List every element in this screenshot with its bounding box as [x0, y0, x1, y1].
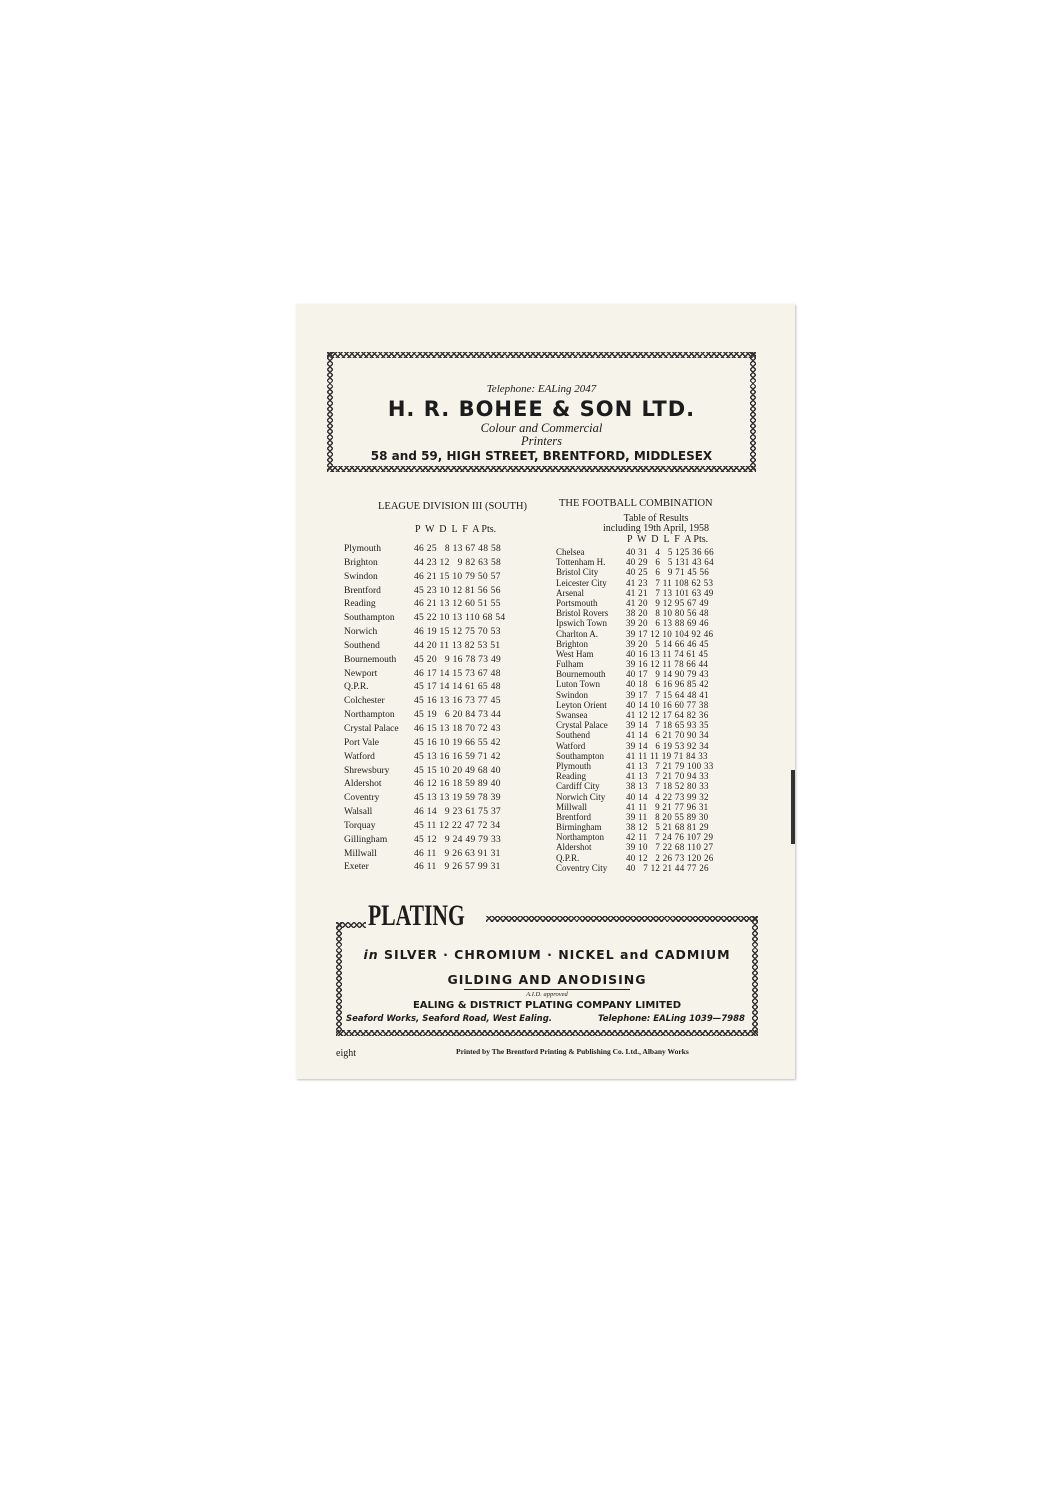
team-stats: 45 17 14 14 61 65 48 [414, 682, 501, 693]
team-stats: 42 11 7 24 76 107 29 [626, 832, 714, 843]
team-name: Coventry City [556, 862, 608, 873]
team-name: Arsenal [556, 587, 584, 598]
team-stats: 39 20 6 13 88 69 46 [626, 618, 709, 629]
plating-in-word: in [363, 947, 379, 962]
team-name: Newport [344, 668, 378, 679]
table-row [556, 863, 756, 873]
plating-advert [336, 899, 758, 1036]
table-row [556, 710, 756, 720]
team-stats: 41 23 7 11 108 62 53 [626, 577, 714, 588]
table-row [556, 751, 756, 761]
ornamental-border-bottom [327, 466, 756, 472]
table-row [344, 627, 534, 641]
team-stats: 46 21 13 12 60 51 55 [414, 599, 501, 610]
team-name: Port Vale [344, 737, 379, 748]
table-row [344, 752, 534, 766]
table-row [344, 821, 534, 835]
team-name: Bristol City [556, 567, 599, 578]
team-name: Exeter [344, 862, 369, 873]
table-row [344, 738, 534, 752]
team-stats: 39 17 7 15 64 48 41 [626, 689, 709, 700]
table-row [344, 849, 534, 863]
team-stats: 45 22 10 13 110 68 54 [414, 613, 506, 624]
team-stats: 40 29 6 5 131 43 64 [626, 557, 714, 568]
team-stats: 41 21 7 13 101 63 49 [626, 587, 714, 598]
table-row [556, 598, 756, 608]
team-name: Birmingham [556, 822, 602, 833]
table-row [344, 613, 534, 627]
table-row [344, 779, 534, 793]
team-stats: 40 16 13 11 74 61 45 [626, 648, 709, 659]
team-stats: 45 11 12 22 47 72 34 [414, 820, 501, 831]
team-name: Swindon [556, 689, 589, 700]
team-stats: 45 20 9 16 78 73 49 [414, 654, 502, 665]
team-name: Millwall [556, 801, 587, 812]
team-stats: 39 16 12 11 78 66 44 [626, 659, 709, 670]
table-row [556, 802, 756, 812]
table-row [556, 761, 756, 771]
team-name: Q.P.R. [556, 852, 580, 863]
team-stats: 41 11 11 19 71 84 33 [626, 750, 708, 761]
league-table-headers: P W D L F A Pts. [415, 524, 497, 535]
team-name: Southampton [344, 613, 395, 624]
team-name: Reading [556, 771, 586, 782]
team-stats: 40 12 2 26 73 120 26 [626, 852, 714, 863]
table-row [556, 629, 756, 639]
table-row [556, 618, 756, 628]
gilding-underline [464, 989, 630, 990]
combination-table-title: THE FOOTBALL COMBINATION [559, 498, 713, 509]
printer-credit: Printed by The Brentford Printing & Publishing Co. Ltd., Albany Works [456, 1047, 689, 1056]
table-row [556, 730, 756, 740]
table-row [344, 544, 534, 558]
table-row [344, 655, 534, 669]
combination-table [556, 547, 756, 873]
team-stats: 38 13 7 18 52 80 33 [626, 781, 709, 792]
team-stats: 41 13 7 21 70 94 33 [626, 771, 709, 782]
team-stats: 39 14 7 18 65 93 35 [626, 720, 709, 731]
team-stats: 40 14 10 16 60 77 38 [626, 699, 709, 710]
team-name: Crystal Palace [556, 720, 608, 731]
team-name: Watford [556, 740, 586, 751]
team-name: Plymouth [556, 760, 592, 771]
table-row [556, 842, 756, 852]
team-name: Brighton [344, 557, 378, 568]
team-name: Charlton A. [556, 628, 598, 639]
team-stats: 45 19 6 20 84 73 44 [414, 710, 502, 721]
team-name: Chelsea [556, 547, 585, 557]
team-stats: 46 12 16 18 59 89 40 [414, 779, 501, 790]
table-row [344, 572, 534, 586]
table-row [556, 608, 756, 618]
table-row [556, 741, 756, 751]
team-name: West Ham [556, 648, 594, 659]
team-stats: 46 21 15 10 79 50 57 [414, 571, 501, 582]
table-row [556, 649, 756, 659]
table-row [344, 710, 534, 724]
team-stats: 40 7 12 21 44 77 26 [626, 862, 709, 873]
table-row [556, 567, 756, 577]
table-row [556, 720, 756, 730]
team-name: Brighton [556, 638, 589, 649]
team-stats: 41 12 12 17 64 82 36 [626, 710, 709, 720]
table-row [344, 669, 534, 683]
table-row [556, 822, 756, 832]
plating-metals: SILVER · CHROMIUM · NICKEL and CADMIUM [383, 947, 731, 962]
team-stats: 46 25 8 13 67 48 58 [414, 544, 502, 554]
team-stats: 45 23 10 12 81 56 56 [414, 585, 501, 596]
team-name: Bournemouth [344, 654, 397, 665]
team-name: Coventry [344, 793, 380, 804]
team-stats: 41 11 9 21 77 96 31 [626, 801, 709, 812]
team-name: Q.P.R. [344, 682, 369, 693]
league-table [344, 544, 534, 876]
table-row [556, 639, 756, 649]
table-row [556, 700, 756, 710]
team-name: Brentford [344, 585, 381, 596]
team-name: Southend [344, 640, 380, 651]
table-row [556, 771, 756, 781]
table-row [556, 679, 756, 689]
team-stats: 41 13 7 21 79 100 33 [626, 760, 714, 771]
table-row [344, 766, 534, 780]
table-row [344, 835, 534, 849]
table-row [344, 599, 534, 613]
table-row [556, 690, 756, 700]
bohee-address: 58 and 59, HIGH STREET, BRENTFORD, MIDDLESEX [370, 449, 713, 463]
team-stats: 38 12 5 21 68 81 29 [626, 822, 709, 833]
team-stats: 40 18 6 16 96 85 42 [626, 679, 709, 690]
team-stats: 39 11 8 20 55 89 30 [626, 811, 709, 822]
programme-page [296, 304, 795, 1079]
league-table-title: LEAGUE DIVISION III (SOUTH) [378, 501, 528, 512]
team-name: Millwall [344, 848, 377, 859]
combination-subtitle-1: Table of Results [623, 513, 689, 524]
team-name: Southampton [556, 750, 605, 761]
table-row [556, 578, 756, 588]
table-row [556, 812, 756, 822]
team-name: Bournemouth [556, 669, 606, 680]
table-row [344, 862, 534, 876]
team-stats: 40 17 9 14 90 79 43 [626, 669, 709, 680]
team-name: Torquay [344, 820, 376, 831]
team-stats: 39 10 7 22 68 110 27 [626, 842, 714, 853]
combination-subtitle-2: including 19th April, 1958 [602, 523, 710, 534]
team-stats: 46 11 9 26 57 99 31 [414, 862, 501, 873]
plating-telephone: Telephone: EALing 1039—7988 [598, 1014, 745, 1024]
bohee-advert [327, 352, 756, 472]
bohee-telephone: Telephone: EALing 2047 [486, 383, 597, 395]
team-stats: 46 17 14 15 73 67 48 [414, 668, 501, 679]
team-name: Swindon [344, 571, 378, 582]
team-name: Northampton [344, 710, 395, 721]
team-name: Swansea [556, 710, 588, 720]
team-stats: 41 20 9 12 95 67 49 [626, 597, 709, 608]
table-row [556, 547, 756, 557]
team-stats: 39 20 5 14 66 46 45 [626, 638, 709, 649]
table-row [556, 669, 756, 679]
plating-works-address: Seaford Works, Seaford Road, West Ealing. [346, 1014, 553, 1024]
combination-table-headers: P W D L F A Pts. [627, 534, 709, 545]
table-row [344, 807, 534, 821]
team-name: Southend [556, 730, 591, 741]
team-stats: 45 13 13 19 59 78 39 [414, 793, 501, 804]
team-stats: 44 23 12 9 82 63 58 [414, 557, 502, 568]
team-name: Tottenham H. [556, 557, 606, 568]
team-stats: 39 17 12 10 104 92 46 [626, 628, 714, 639]
table-row [556, 557, 756, 567]
ornamental-border-top [327, 352, 756, 358]
team-name: Norwich City [556, 791, 606, 802]
bohee-company-name: H. R. BOHEE & SON LTD. [387, 397, 696, 421]
table-row [556, 792, 756, 802]
plating-metals-line [336, 947, 758, 962]
table-row [344, 558, 534, 572]
team-stats: 41 14 6 21 70 90 34 [626, 730, 709, 741]
table-row [556, 832, 756, 842]
plating-company-name: EALING & DISTRICT PLATING COMPANY LIMITED [412, 1000, 682, 1011]
team-name: Northampton [556, 832, 604, 843]
table-row [344, 641, 534, 655]
ornamental-border-top-left [336, 922, 366, 928]
team-stats: 46 14 9 23 61 75 37 [414, 807, 502, 818]
team-stats: 40 31 4 5 125 36 66 [626, 547, 714, 557]
team-stats: 46 15 13 18 70 72 43 [414, 723, 501, 734]
team-name: Colchester [344, 696, 385, 707]
team-stats: 45 16 13 16 73 77 45 [414, 696, 501, 707]
table-row [556, 659, 756, 669]
table-row [344, 696, 534, 710]
table-row [556, 781, 756, 791]
team-name: Crystal Palace [344, 723, 399, 734]
bohee-description-1: Colour and Commercial [480, 421, 603, 435]
team-stats: 45 15 10 20 49 68 40 [414, 765, 501, 776]
team-name: Norwich [344, 627, 378, 638]
team-name: Portsmouth [556, 597, 598, 608]
team-name: Reading [344, 599, 376, 610]
team-name: Walsall [344, 807, 373, 818]
team-stats: 39 14 6 19 53 92 34 [626, 740, 709, 751]
bohee-description-2: Printers [521, 434, 562, 448]
table-row [344, 682, 534, 696]
team-stats: 45 12 9 24 49 79 33 [414, 834, 502, 845]
team-stats: 46 11 9 26 63 91 31 [414, 848, 501, 859]
team-name: Leicester City [556, 577, 607, 588]
plating-gilding-line: GILDING AND ANODISING [447, 972, 647, 987]
team-name: Aldershot [556, 842, 592, 853]
team-stats: 40 25 6 9 71 45 56 [626, 567, 710, 578]
team-name: Luton Town [556, 679, 600, 690]
team-name: Plymouth [344, 544, 381, 554]
team-name: Brentford [556, 811, 591, 822]
booklet-spine-edge [791, 770, 795, 844]
table-row [556, 853, 756, 863]
team-name: Leyton Orient [556, 699, 607, 710]
team-name: Bristol Rovers [556, 608, 609, 619]
team-name: Shrewsbury [344, 765, 390, 776]
ornamental-border-top [486, 916, 758, 922]
team-name: Gillingham [344, 834, 388, 845]
page-number-word: eight [336, 1048, 356, 1059]
team-stats: 44 20 11 13 82 53 51 [414, 640, 501, 651]
team-name: Aldershot [344, 779, 382, 790]
team-name: Ipswich Town [556, 618, 607, 629]
table-row [344, 793, 534, 807]
ornamental-border-bottom [336, 1030, 758, 1036]
team-stats: 38 20 8 10 80 56 48 [626, 608, 709, 619]
team-name: Fulham [556, 659, 584, 670]
team-stats: 45 13 16 16 59 71 42 [414, 751, 501, 762]
team-stats: 45 16 10 19 66 55 42 [414, 737, 501, 748]
table-row [344, 724, 534, 738]
table-row [556, 588, 756, 598]
team-name: Cardiff City [556, 781, 600, 792]
plating-heading: PLATING [368, 899, 465, 932]
table-row [344, 586, 534, 600]
team-stats: 46 19 15 12 75 70 53 [414, 627, 501, 638]
team-stats: 40 14 4 22 73 99 32 [626, 791, 709, 802]
team-name: Watford [344, 751, 375, 762]
plating-aid-approved: A.I.D. approved [526, 991, 568, 998]
